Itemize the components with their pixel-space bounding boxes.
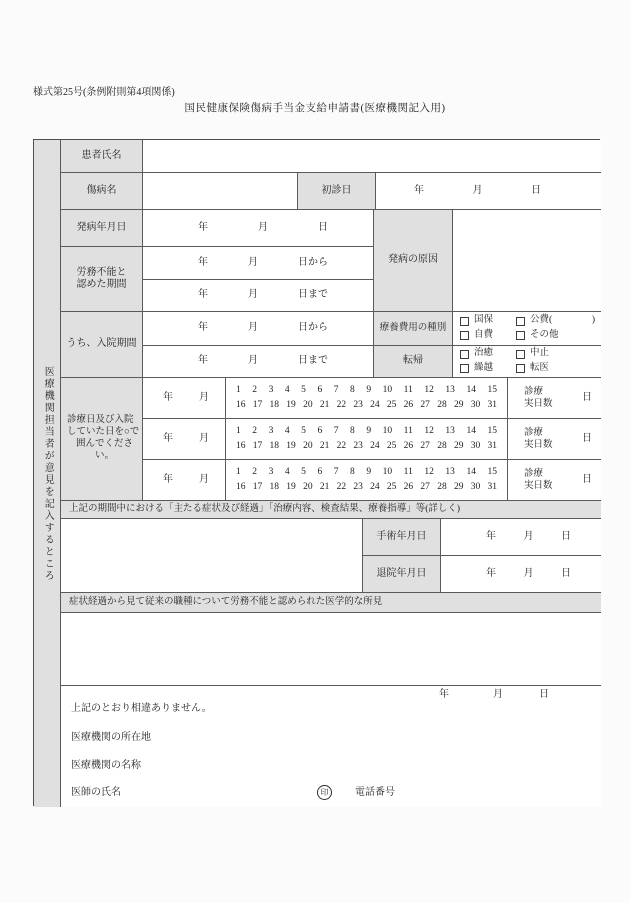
expense-option-kohi: 公費( xyxy=(530,315,553,326)
hospitalization-from-field xyxy=(143,312,374,346)
incapacity-period-label: 労務不能と 認めた期間 xyxy=(61,247,143,312)
day-unit: 日 xyxy=(582,432,592,444)
onset-cause-label: 発病の原因 xyxy=(374,210,453,312)
outcome-label: 転帰 xyxy=(374,346,453,378)
visit-days-count xyxy=(508,460,601,501)
visit-days-label: 診療 実日数 xyxy=(524,387,553,409)
expense-option-jihi: 自費 xyxy=(460,330,516,342)
phone-number-label: 電話番号 xyxy=(355,787,395,798)
checkbox-icon xyxy=(516,364,525,373)
surgery-date-field xyxy=(441,519,601,556)
month-token: 月 xyxy=(199,432,209,444)
calendar-days-grid: 1 2 3 4 5 6 7 8 9 10 11 12 13 14 15 16 17 18 19 20 21 22 23 24 25 26 27 28 29 30 31 xyxy=(226,419,508,460)
institution-address-label: 医療機関の所在地 xyxy=(71,732,151,743)
year-token: 年 xyxy=(439,689,449,700)
confirmation-statement: 上記のとおり相違ありません。 xyxy=(71,703,212,714)
day-unit: 日 xyxy=(582,473,592,485)
onset-cause-field xyxy=(453,210,601,312)
day-unit: 日 xyxy=(582,391,592,403)
expense-option-row xyxy=(460,330,595,342)
calendar-days-grid: 1 2 3 4 5 6 7 8 9 10 11 12 13 14 15 16 17 18 19 20 21 22 23 24 25 26 27 28 29 30 31 xyxy=(226,378,508,419)
findings-section-header: 症状経過から見て従来の職種について労務不能と認められた医学的な所見 xyxy=(61,593,601,613)
calendar-year-month-field xyxy=(143,378,226,419)
day-to-token: 日まで xyxy=(298,289,328,301)
day-token: 日 xyxy=(539,689,549,700)
month-token: 月 xyxy=(248,256,258,268)
checkbox-icon xyxy=(516,350,525,359)
findings-free-text-field xyxy=(61,613,601,686)
day-from-token: 日から xyxy=(298,256,328,268)
month-token: 月 xyxy=(199,391,209,403)
month-token: 月 xyxy=(248,355,258,367)
year-token: 年 xyxy=(198,322,208,334)
hospitalization-period-label: うち、入院期間 xyxy=(61,312,143,378)
year-token: 年 xyxy=(198,256,208,268)
expense-option-sonota: その他 xyxy=(530,330,559,340)
year-token: 年 xyxy=(163,432,173,444)
discharge-date-label: 退院年月日 xyxy=(363,556,441,593)
visit-days-label: 診療 実日数 xyxy=(524,469,553,491)
outcome-option-chiyu: 治癒 xyxy=(460,348,516,360)
day-token: 日 xyxy=(318,221,328,233)
visit-days-count xyxy=(508,378,601,419)
first-visit-date-field xyxy=(376,173,601,210)
doctor-name-label: 医師の氏名 xyxy=(71,787,121,798)
outcome-option-row xyxy=(460,363,595,375)
outcome-option-kurikoshi: 繰越 xyxy=(460,363,516,375)
year-token: 年 xyxy=(198,289,208,301)
surgery-date-label: 手術年月日 xyxy=(363,519,441,556)
visit-days-label: 診療 実日数 xyxy=(524,428,553,450)
year-token: 年 xyxy=(198,355,208,367)
day-token: 日 xyxy=(561,530,571,542)
month-token: 月 xyxy=(472,184,483,196)
patient-name-field xyxy=(143,140,601,173)
outcome-option-row xyxy=(460,348,595,360)
expense-option-kokuho: 国保 xyxy=(460,315,516,327)
checkbox-icon xyxy=(460,350,469,359)
page-title: 国民健康保険傷病手当金支給申請書(医療機関記入用) xyxy=(184,103,446,114)
visit-days-count xyxy=(508,419,601,460)
seal-icon: 印 xyxy=(317,785,332,800)
onset-date-field xyxy=(143,210,374,247)
year-token: 年 xyxy=(414,184,424,196)
year-token: 年 xyxy=(486,530,496,542)
first-visit-label: 初診日 xyxy=(298,173,376,210)
symptom-free-text-field xyxy=(61,519,363,593)
symptom-section-header: 上記の期間中における「主たる症状及び経過」「治療内容、検査結果、療養指導」等(詳しく) xyxy=(61,501,601,519)
checkbox-icon xyxy=(516,331,525,340)
year-token: 年 xyxy=(163,391,173,403)
month-token: 月 xyxy=(523,567,534,579)
outcome-option-chushi: 中止 xyxy=(530,348,550,359)
expense-option-row xyxy=(460,315,595,327)
year-token: 年 xyxy=(486,567,496,579)
disease-name-label: 傷病名 xyxy=(61,173,143,210)
outcome-option-teni: 転医 xyxy=(530,363,550,373)
month-token: 月 xyxy=(199,473,209,485)
onset-date-label: 発病年月日 xyxy=(61,210,143,247)
form-number: 様式第25号(条例附則第4項関係) xyxy=(33,87,175,98)
month-token: 月 xyxy=(248,289,258,301)
month-token: 月 xyxy=(248,322,258,334)
outcome-options xyxy=(453,346,601,378)
disease-name-field xyxy=(143,173,298,210)
calendar-days-grid: 1 2 3 4 5 6 7 8 9 10 11 12 13 14 15 16 17 18 19 20 21 22 23 24 25 26 27 28 29 30 31 xyxy=(226,460,508,501)
month-token: 月 xyxy=(258,221,268,233)
calendar-year-month-field xyxy=(143,460,226,501)
calendar-instruction: 診療日及び入院 していた日を○で 囲んでください。 xyxy=(61,378,143,501)
form-table xyxy=(33,139,600,806)
incapacity-from-field xyxy=(143,247,374,280)
month-token: 月 xyxy=(493,689,503,700)
checkbox-icon xyxy=(460,317,469,326)
month-token: 月 xyxy=(523,530,534,542)
year-token: 年 xyxy=(163,473,173,485)
hospitalization-to-field xyxy=(143,346,374,378)
side-vertical-label: 医療機関担当者が意見を記入するところ xyxy=(34,140,61,807)
institution-name-label: 医療機関の名称 xyxy=(71,760,141,771)
expense-type-label: 療養費用の種別 xyxy=(374,312,453,346)
year-token: 年 xyxy=(198,221,208,233)
calendar-year-month-field xyxy=(143,419,226,460)
day-token: 日 xyxy=(561,567,571,579)
discharge-date-field xyxy=(441,556,601,593)
paren-close: ) xyxy=(591,315,595,326)
day-from-token: 日から xyxy=(298,322,328,334)
checkbox-icon xyxy=(516,317,525,326)
patient-name-label: 患者氏名 xyxy=(61,140,143,173)
day-to-token: 日まで xyxy=(298,355,328,367)
checkbox-icon xyxy=(460,331,469,340)
incapacity-to-field xyxy=(143,280,374,312)
signature-block xyxy=(61,686,601,807)
checkbox-icon xyxy=(460,364,469,373)
expense-type-options xyxy=(453,312,601,346)
day-token: 日 xyxy=(531,184,541,196)
